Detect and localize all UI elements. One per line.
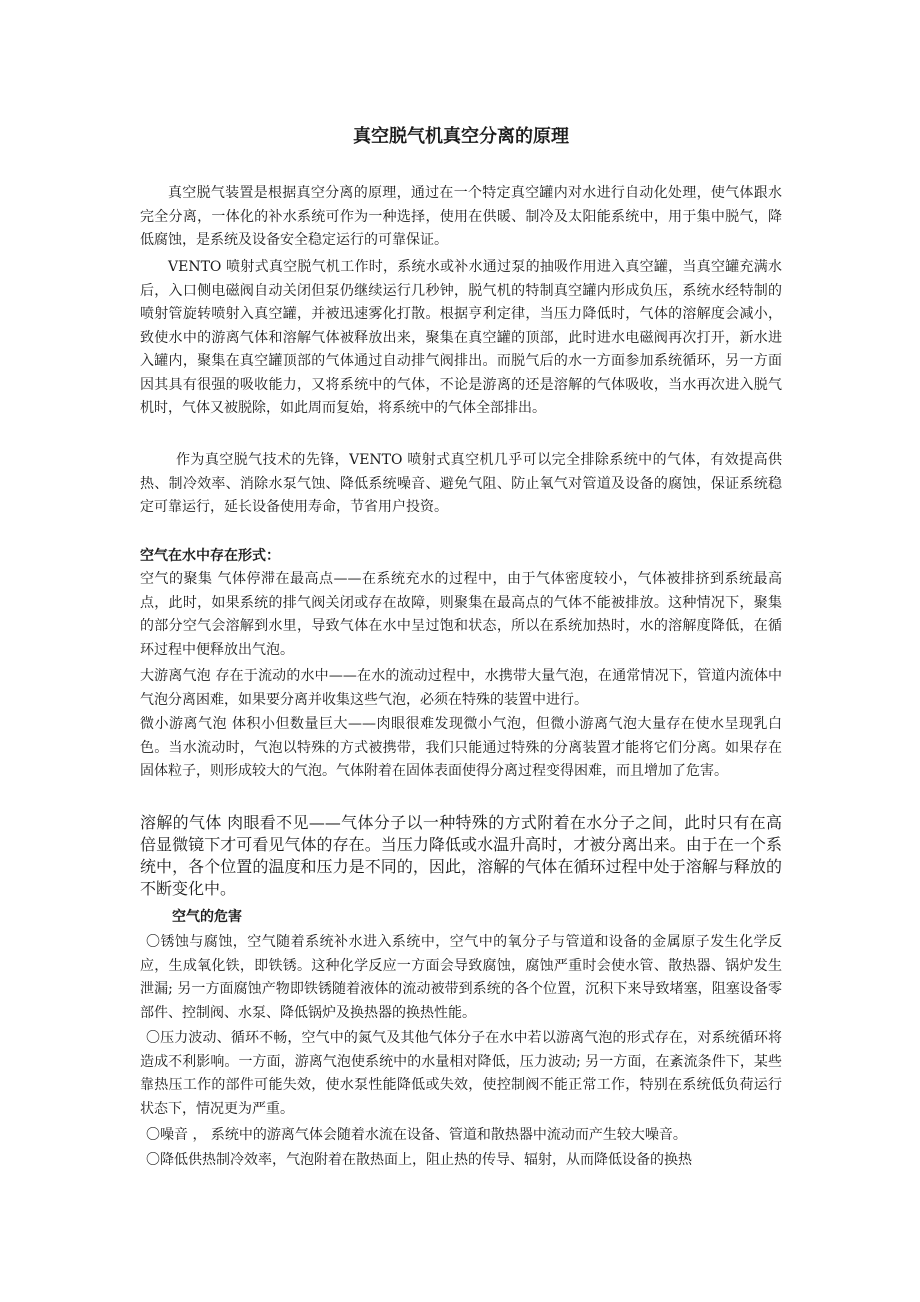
air-form-accumulation: 空气的聚集 气体停滞在最高点——在系统充水的过程中，由于气体密度较小，气体被排挤到系统最高点，此时，如果系统的排气阀关闭或存在故障，则聚集在最高点的气体不能被排放。这种情况下，聚集的部分空气会溶解到水里，导致气体在水中呈过饱和状态，所以在系统加热时，水的溶解度降低，在循环过程中便释放出气泡。 bbox=[140, 571, 782, 658]
hazard-pressure-fluctuation: 〇压力波动、循环不畅，空气中的氮气及其他气体分子在水中若以游离气泡的形式存在，对系统循环将造成不利影响。一方面，游离气泡使系统中的水量相对降低，压力波动; 另一方面，在紊流条件下，某些靠热压工作的部件可能失效，使水泵性能降低或失效，使控制阀不能正常工作，特别在系统低负荷运行状态下，情况更为严重。 bbox=[140, 1030, 782, 1117]
intro-paragraph-2: VENTO 喷射式真空脱气机工作时，系统水或补水通过泵的抽吸作用进入真空罐，当真空罐充满水后，入口侧电磁阀自动关闭但泵仍继续运行几秒钟，脱气机的特制真空罐内形成负压，系统水经特制的喷射管旋转喷射入真空罐，并被迅速雾化打散。根据亨利定律，当压力降低时，气体的溶解度会减小，致使水中的游离气体和溶解气体被释放出来，聚集在真空罐的顶部，此时进水电磁阀再次打开，新水进入罐内，聚集在真空罐顶部的气体通过自动排气阀排出。而脱气后的水一方面参加系统循环，另一方面因其具有很强的吸收能力，又将系统中的气体，不论是游离的还是溶解的气体吸收，当水再次进入脱气机时，气体又被脱除，如此周而复始，将系统中的气体全部排出。 bbox=[140, 259, 782, 416]
hazard-noise: 〇噪音 ， 系统中的游离气体会随着水流在设备、管道和散热器中流动而产生较大噪音。 bbox=[146, 1127, 687, 1143]
air-form-micro-bubbles: 微小游离气泡 体积小但数量巨大——肉眼很难发现微小气泡，但微小游离气泡大量存在使水呈现乳白色。当水流动时，气泡以特殊的方式被携带，我们只能通过特殊的分离装置才能将它们分离。如果存在固体粒子，则形成较大的气泡。气体附着在固体表面使得分离过程变得困难，而且增加了危害。 bbox=[140, 716, 782, 779]
hazard-corrosion: 〇锈蚀与腐蚀，空气随着系统补水进入系统中，空气中的氧分子与管道和设备的金属原子发生化学反应，生成氧化铁，即铁锈。这种化学反应一方面会导致腐蚀，腐蚀严重时会使水管、散热器、锅炉发生泄漏; 另一方面腐蚀产物即铁锈随着液体的流动被带到系统的各个位置，沉积下来导致堵塞，阻塞设备零部件、控制阀、水泵、降低锅炉及换热器的换热性能。 bbox=[140, 934, 782, 1021]
hazard-efficiency: 〇降低供热制冷效率，气泡附着在散热面上，阻止热的传导、辐射，从而降低设备的换热 bbox=[146, 1152, 692, 1168]
air-form-large-bubbles: 大游离气泡 存在于流动的水中——在水的流动过程中，水携带大量气泡，在通常情况下，管道内流体中气泡分离困难，如果要分离并收集这些气泡，必须在特殊的装置中进行。 bbox=[140, 668, 782, 708]
section-heading-air-forms: 空气在水中存在形式： bbox=[140, 548, 280, 564]
intro-paragraph-3: 作为真空脱气技术的先锋，VENTO 喷射式真空机几乎可以完全排除系统中的气体，有效提高供热、制冷效率、消除水泵气蚀、降低系统噪音、避免气阻、防止氧气对管道及设备的腐蚀，保证系统稳定可靠运行，延长设备使用寿命，节省用户投资。 bbox=[140, 452, 782, 515]
page-title: 真空脱气机真空分离的原理 bbox=[353, 126, 569, 147]
intro-paragraph-1: 真空脱气装置是根据真空分离的原理，通过在一个特定真空罐内对水进行自动化处理，使气体跟水完全分离，一体化的补水系统可作为一种选择，使用在供暖、制冷及太阳能系统中，用于集中脱气，降低腐蚀，是系统及设备安全稳定运行的可靠保证。 bbox=[140, 185, 782, 248]
section-heading-air-hazards: 空气的危害 bbox=[172, 909, 242, 925]
air-form-dissolved-gas: 溶解的气体 肉眼看不见——气体分子以一种特殊的方式附着在水分子之间，此时只有在高倍显微镜下才可看见气体的存在。当压力降低或水温升高时，才被分离出来。由于在一个系统中，各个位置的温度和压力是不同的，因此，溶解的气体在循环过程中处于溶解与释放的不断变化中。 bbox=[140, 813, 782, 898]
